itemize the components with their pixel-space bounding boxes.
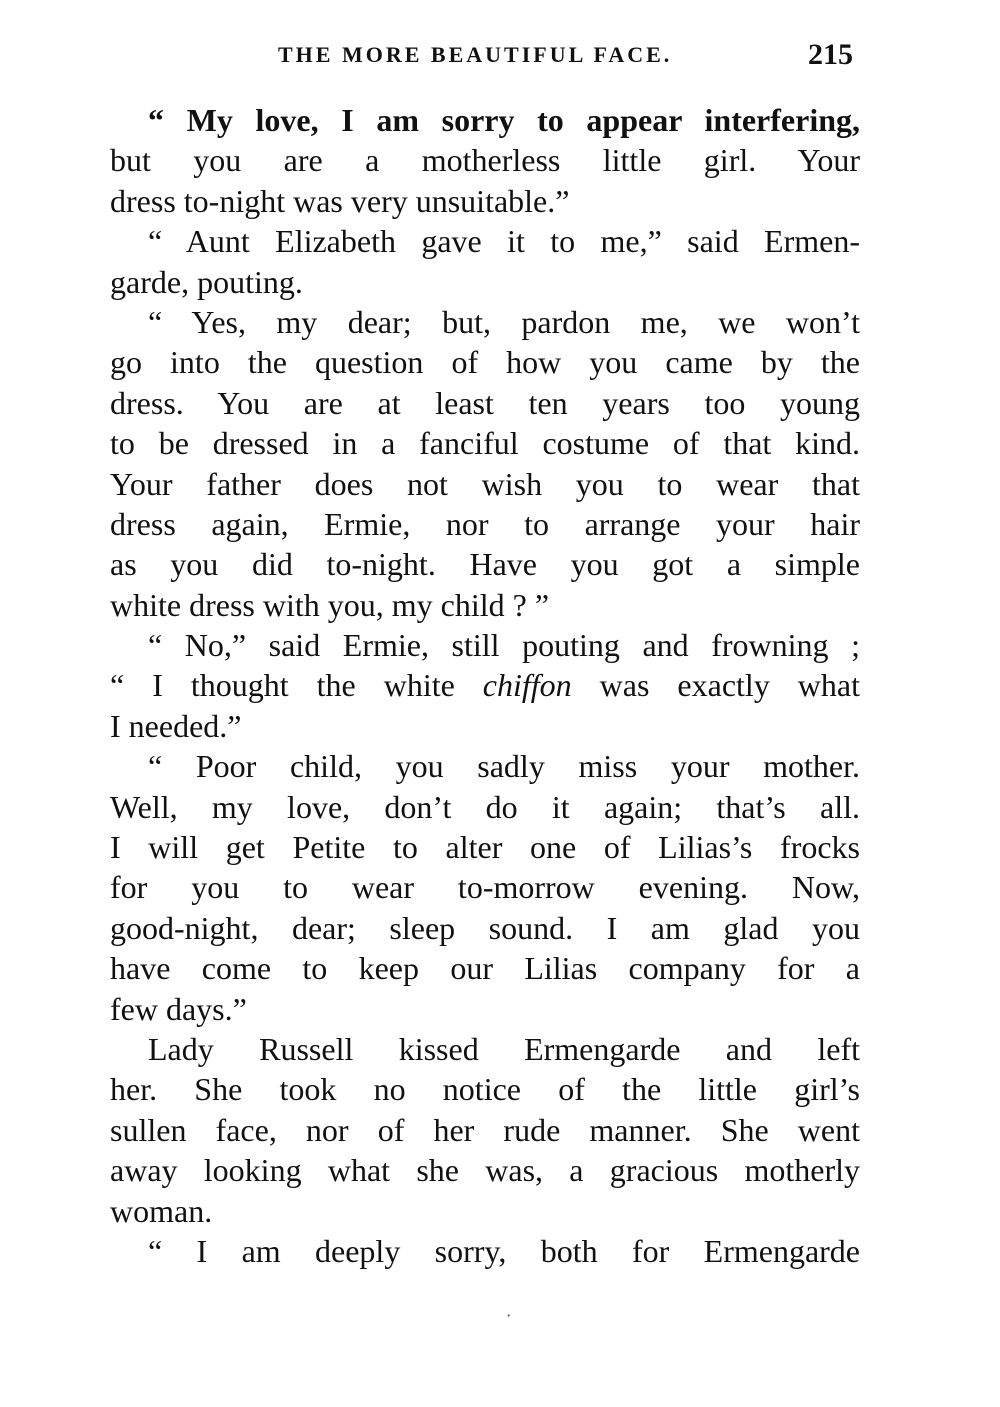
text-line: sullen face, nor of her rude manner. She went (110, 1111, 860, 1148)
text-line: white dress with you, my child ? ” (110, 586, 550, 623)
text-line: Well, my love, don’t do it again; that’s all. (110, 788, 860, 825)
text-fragment: was exactly what (571, 667, 861, 704)
text-line: her. She took no notice of the little girl’s (110, 1071, 860, 1108)
text-line: away looking what she was, a gracious motherly (110, 1152, 860, 1189)
print-smudge: ⋅ (506, 1308, 512, 1325)
text-line: dress again, Ermie, nor to arrange your hair (110, 505, 860, 542)
body-text (110, 100, 860, 1271)
text-line: “ Aunt Elizabeth gave it to me,” said Ermen- (148, 223, 860, 260)
text-line: as you did to-night. Have you got a simple (110, 546, 860, 583)
text-line: I will get Petite to alter one of Lilias’s frocks (110, 829, 860, 866)
text-line: few days.” (110, 990, 247, 1027)
text-line: I needed.” (110, 707, 242, 744)
text-line: for you to wear to-morrow evening. Now, (110, 869, 860, 906)
text-line-with-italic (110, 665, 860, 705)
text-line: woman. (110, 1192, 213, 1229)
running-head (0, 38, 1000, 78)
text-line: to be dressed in a fanciful costume of that kind. (110, 425, 860, 462)
text-line: “ Yes, my dear; but, pardon me, we won’t (148, 303, 860, 340)
text-line: “ Poor child, you sadly miss your mother. (148, 748, 860, 785)
text-line: but you are a motherless little girl. Your (110, 142, 860, 179)
text-line: good-night, dear; sleep sound. I am glad you (110, 909, 860, 946)
text-line: have come to keep our Lilias company for a (110, 950, 860, 987)
page-number: 215 (808, 38, 853, 71)
text-line: “ No,” said Ermie, still pouting and frowning ; (148, 627, 860, 664)
text-line: dress. You are at least ten years too young (110, 384, 860, 421)
text-line: “ I am deeply sorry, both for Ermengarde (148, 1232, 860, 1269)
text-line: go into the question of how you came by the (110, 344, 860, 381)
text-line: garde, pouting. (110, 263, 303, 300)
running-title: THE MORE BEAUTIFUL FACE. (278, 42, 673, 67)
text-line: dress to-night was very unsuitable.” (110, 182, 570, 219)
text-fragment: “ I thought the white (110, 667, 483, 704)
text-line: “ My love, I am sorry to appear interfering, (148, 102, 860, 138)
italic-word: chiffon (482, 667, 572, 704)
text-line: Your father does not wish you to wear that (110, 465, 860, 502)
text-line: Lady Russell kissed Ermengarde and left (148, 1030, 860, 1067)
